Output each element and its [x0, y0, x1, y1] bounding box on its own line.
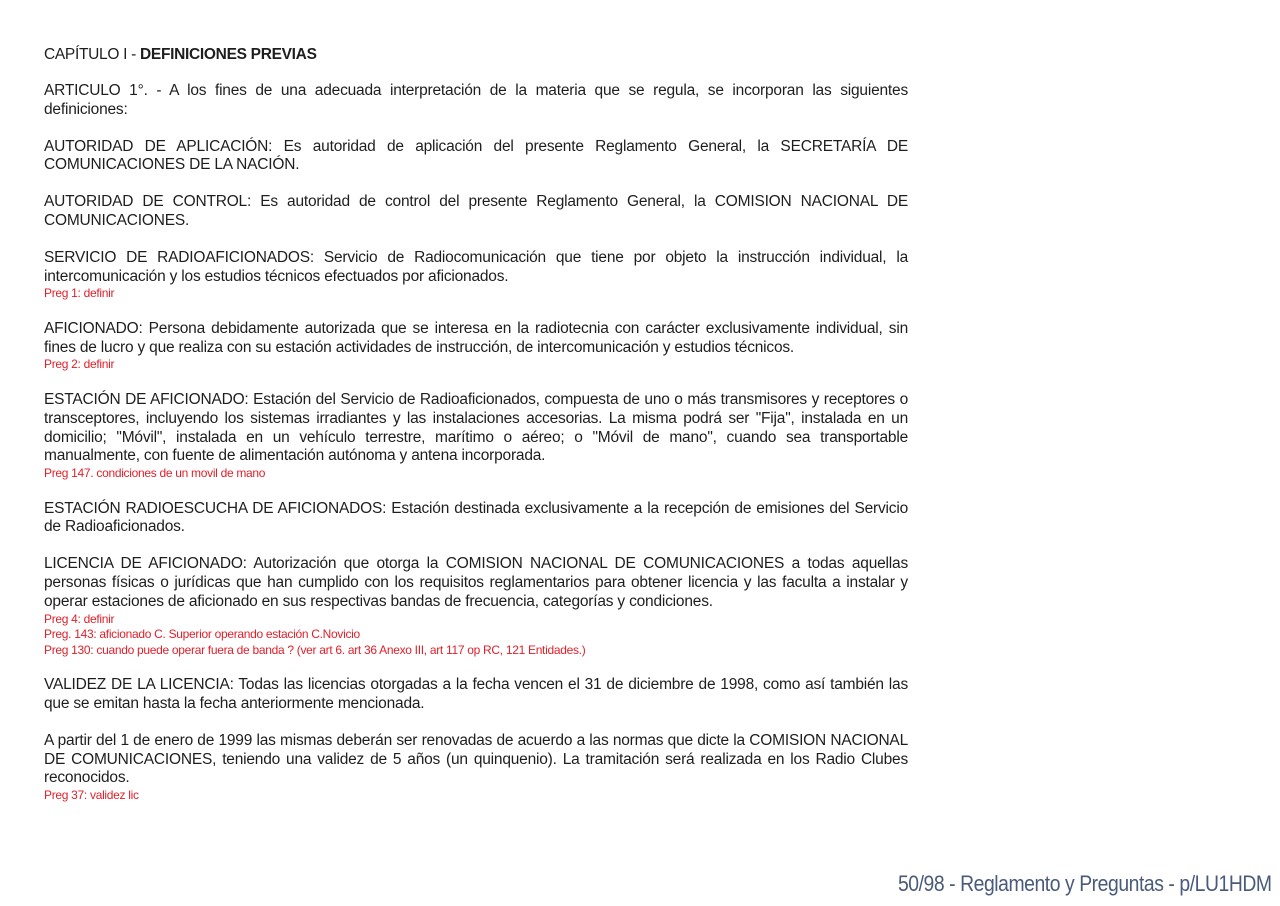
renewal-paragraph	[44, 732, 908, 804]
question-note: Preg 4: definir	[44, 611, 115, 626]
chapter-heading	[44, 45, 908, 64]
paragraph: VALIDEZ DE LA LICENCIA: Todas las licencias otorgadas a la fecha vencen el 31 de diciembre de 1998, como así también las que se emitan hasta la fecha anteriormente mencionada.	[44, 676, 908, 712]
paragraph: SERVICIO DE RADIOAFICIONADOS: Servicio de Radiocomunicación que tiene por objeto la instrucción individual, la intercomunicación y los estudios técnicos efectuados por aficionados.	[44, 248, 908, 285]
definition-estacion-radioescucha	[44, 500, 908, 538]
paragraph: A partir del 1 de enero de 1999 las mismas deberán ser renovadas de acuerdo a las normas que dicte la COMISION NACIONAL DE COMUNICACIONES, teniendo una validez de 5 años (un quinquenio). La tramitación será realizada en los Radio Clubes reconocidos.	[44, 731, 908, 787]
definition-autoridad-aplicacion	[44, 138, 908, 176]
question-note: Preg. 143: aficionado C. Superior operando estación C.Novicio	[44, 627, 360, 642]
paragraph: AFICIONADO: Persona debidamente autorizada que se interesa en la radiotecnia con carácter exclusivamente individual, sin fines de lucro y que realiza con su estación actividades de instrucción, de intercomunicación y estudios técnicos.	[44, 319, 908, 356]
paragraph: AUTORIDAD DE CONTROL: Es autoridad de control del presente Reglamento General, la COMISION NACIONAL DE COMUNICACIONES.	[44, 193, 908, 229]
paragraph: ESTACIÓN DE AFICIONADO: Estación del Servicio de Radioaficionados, compuesta de uno o más transmisores y receptores o transceptores, incluyendo los sistemas irradiantes y las instalaciones accesorias. La misma podrá ser "Fija", instalada en un domicilio; "Móvil", instalada en un vehículo terrestre, marítimo o aéreo; o "Móvil de mano", cuando sea transportable manualmente, con fuente de alimentación autónoma y antena incorporada.	[44, 390, 908, 465]
paragraph: AUTORIDAD DE APLICACIÓN: Es autoridad de aplicación del presente Reglamento General, la SECRETARÍA DE COMUNICACIONES DE LA NACIÓN.	[44, 137, 908, 174]
definition-aficionado	[44, 320, 908, 373]
question-note: Preg 37: validez lic	[44, 788, 139, 803]
definition-estacion-aficionado	[44, 391, 908, 482]
definition-servicio-radioaficionados	[44, 249, 908, 302]
definition-validez-licencia	[44, 676, 908, 714]
question-note: Preg 147. condiciones de un movil de mano	[44, 466, 266, 481]
question-note: Preg 130: cuando puede operar fuera de banda ? (ver art 6. art 36 Anexo III, art 117 op RC, 121 Entidades.)	[44, 642, 586, 657]
paragraph: LICENCIA DE AFICIONADO: Autorización que otorga la COMISION NACIONAL DE COMUNICACIONES a todas aquellas personas físicas o jurídicas que han cumplido con los requisitos reglamentarios para obtener licencia y las faculta a instalar y operar estaciones de aficionado en sus respectivas bandas de frecuencia, categorías y condiciones.	[44, 555, 908, 610]
definition-licencia-aficionado	[44, 555, 908, 658]
page-footer: 50/98 - Reglamento y Preguntas - p/LU1HDM	[898, 871, 1272, 896]
chapter-prefix: CAPÍTULO I -	[44, 46, 141, 63]
question-note: Preg 2: definir	[44, 357, 115, 372]
paragraph: ARTICULO 1°. - A los fines de una adecuada interpretación de la materia que se regula, se incorporan las siguientes definiciones:	[44, 82, 908, 118]
article-intro	[44, 82, 908, 120]
document-page	[44, 45, 908, 822]
definition-autoridad-control	[44, 193, 908, 231]
chapter-title: DEFINICIONES PREVIAS	[140, 46, 317, 63]
question-note: Preg 1: definir	[44, 286, 115, 301]
paragraph: ESTACIÓN RADIOESCUCHA DE AFICIONADOS: Estación destinada exclusivamente a la recepción de emisiones del Servicio de Radioaficionados.	[44, 499, 908, 536]
